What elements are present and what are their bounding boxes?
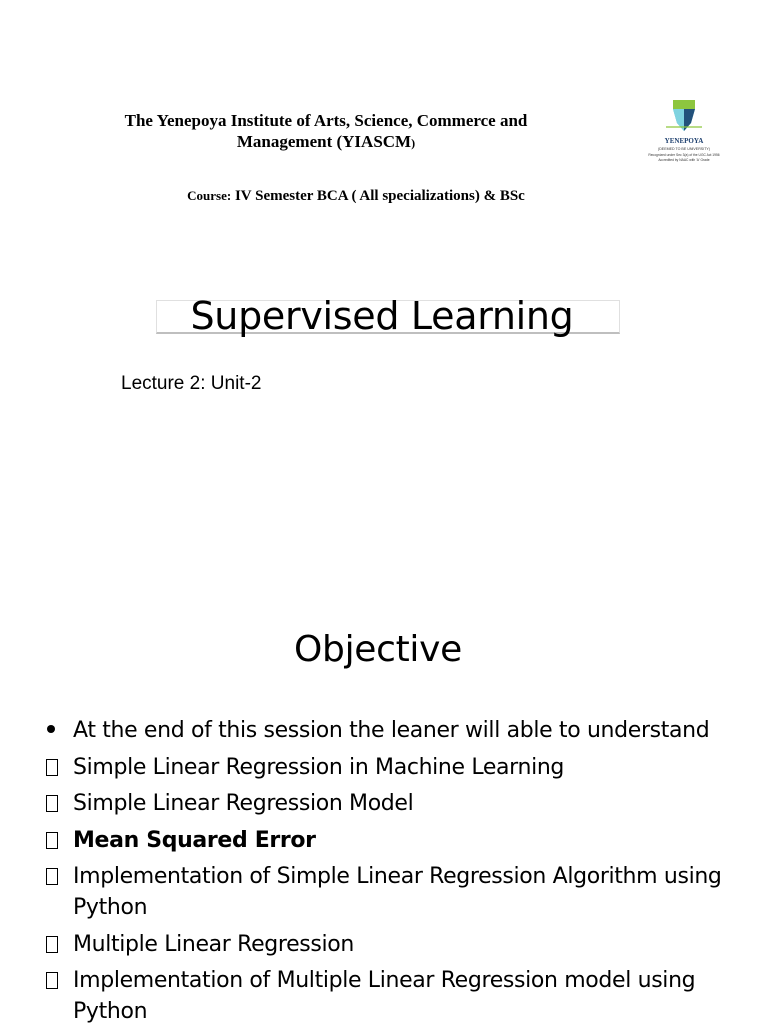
institute-line-1: The Yenepoya Institute of Arts, Science, Commerce and bbox=[124, 111, 528, 130]
objective-item-text: Simple Linear Regression Model bbox=[73, 791, 414, 816]
institute-line-2: Management (YIASCM) bbox=[236, 132, 416, 151]
objective-item bbox=[44, 965, 744, 1027]
logo-line-2: Accredited by NAAC with 'A' Grade bbox=[658, 158, 710, 162]
bullet-box-icon bbox=[44, 752, 66, 783]
objective-item bbox=[44, 861, 744, 923]
slide-title: Supervised Learning bbox=[190, 294, 574, 338]
objective-list bbox=[44, 715, 744, 1033]
logo-subtitle: (DEEMED TO BE UNIVERSITY) bbox=[658, 147, 710, 151]
objective-item bbox=[44, 788, 744, 819]
logo-name: YENEPOYA bbox=[664, 137, 704, 145]
lecture-label: Lecture 2: Unit-2 bbox=[121, 373, 262, 394]
objective-item-text: Multiple Linear Regression bbox=[73, 931, 354, 957]
bullet-box-icon bbox=[44, 929, 66, 960]
yenepoya-logo-icon bbox=[642, 97, 726, 167]
institute-name bbox=[90, 110, 562, 154]
objective-item-text: Implementation of Multiple Linear Regression model using Python bbox=[73, 968, 696, 1024]
objective-item bbox=[44, 825, 744, 856]
objective-item-text: Implementation of Simple Linear Regression Algorithm using Python bbox=[73, 864, 722, 920]
objective-item bbox=[44, 752, 744, 783]
objective-heading: Objective bbox=[293, 629, 462, 670]
bullet-box-icon bbox=[44, 965, 66, 996]
bullet-box-icon bbox=[44, 861, 66, 892]
bullet-dot-icon bbox=[44, 715, 66, 746]
bullet-box-icon bbox=[44, 825, 66, 856]
course-prefix: Course: bbox=[187, 188, 232, 203]
yenepoya-logo bbox=[642, 97, 726, 167]
logo-line-1: Recognized under Sec 3(a) of the UGC Act 1956 bbox=[648, 153, 720, 157]
course-line bbox=[100, 186, 612, 206]
course-text: IV Semester BCA ( All specializations) & BSc bbox=[231, 188, 525, 204]
bullet-box-icon bbox=[44, 788, 66, 819]
objective-item-text: Simple Linear Regression in Machine Learning bbox=[73, 754, 565, 780]
objective-item bbox=[44, 929, 744, 960]
objective-item-text: Mean Squared Error bbox=[73, 827, 316, 853]
objective-item bbox=[44, 715, 744, 746]
objective-item-text: At the end of this session the leaner will able to understand bbox=[73, 718, 710, 743]
